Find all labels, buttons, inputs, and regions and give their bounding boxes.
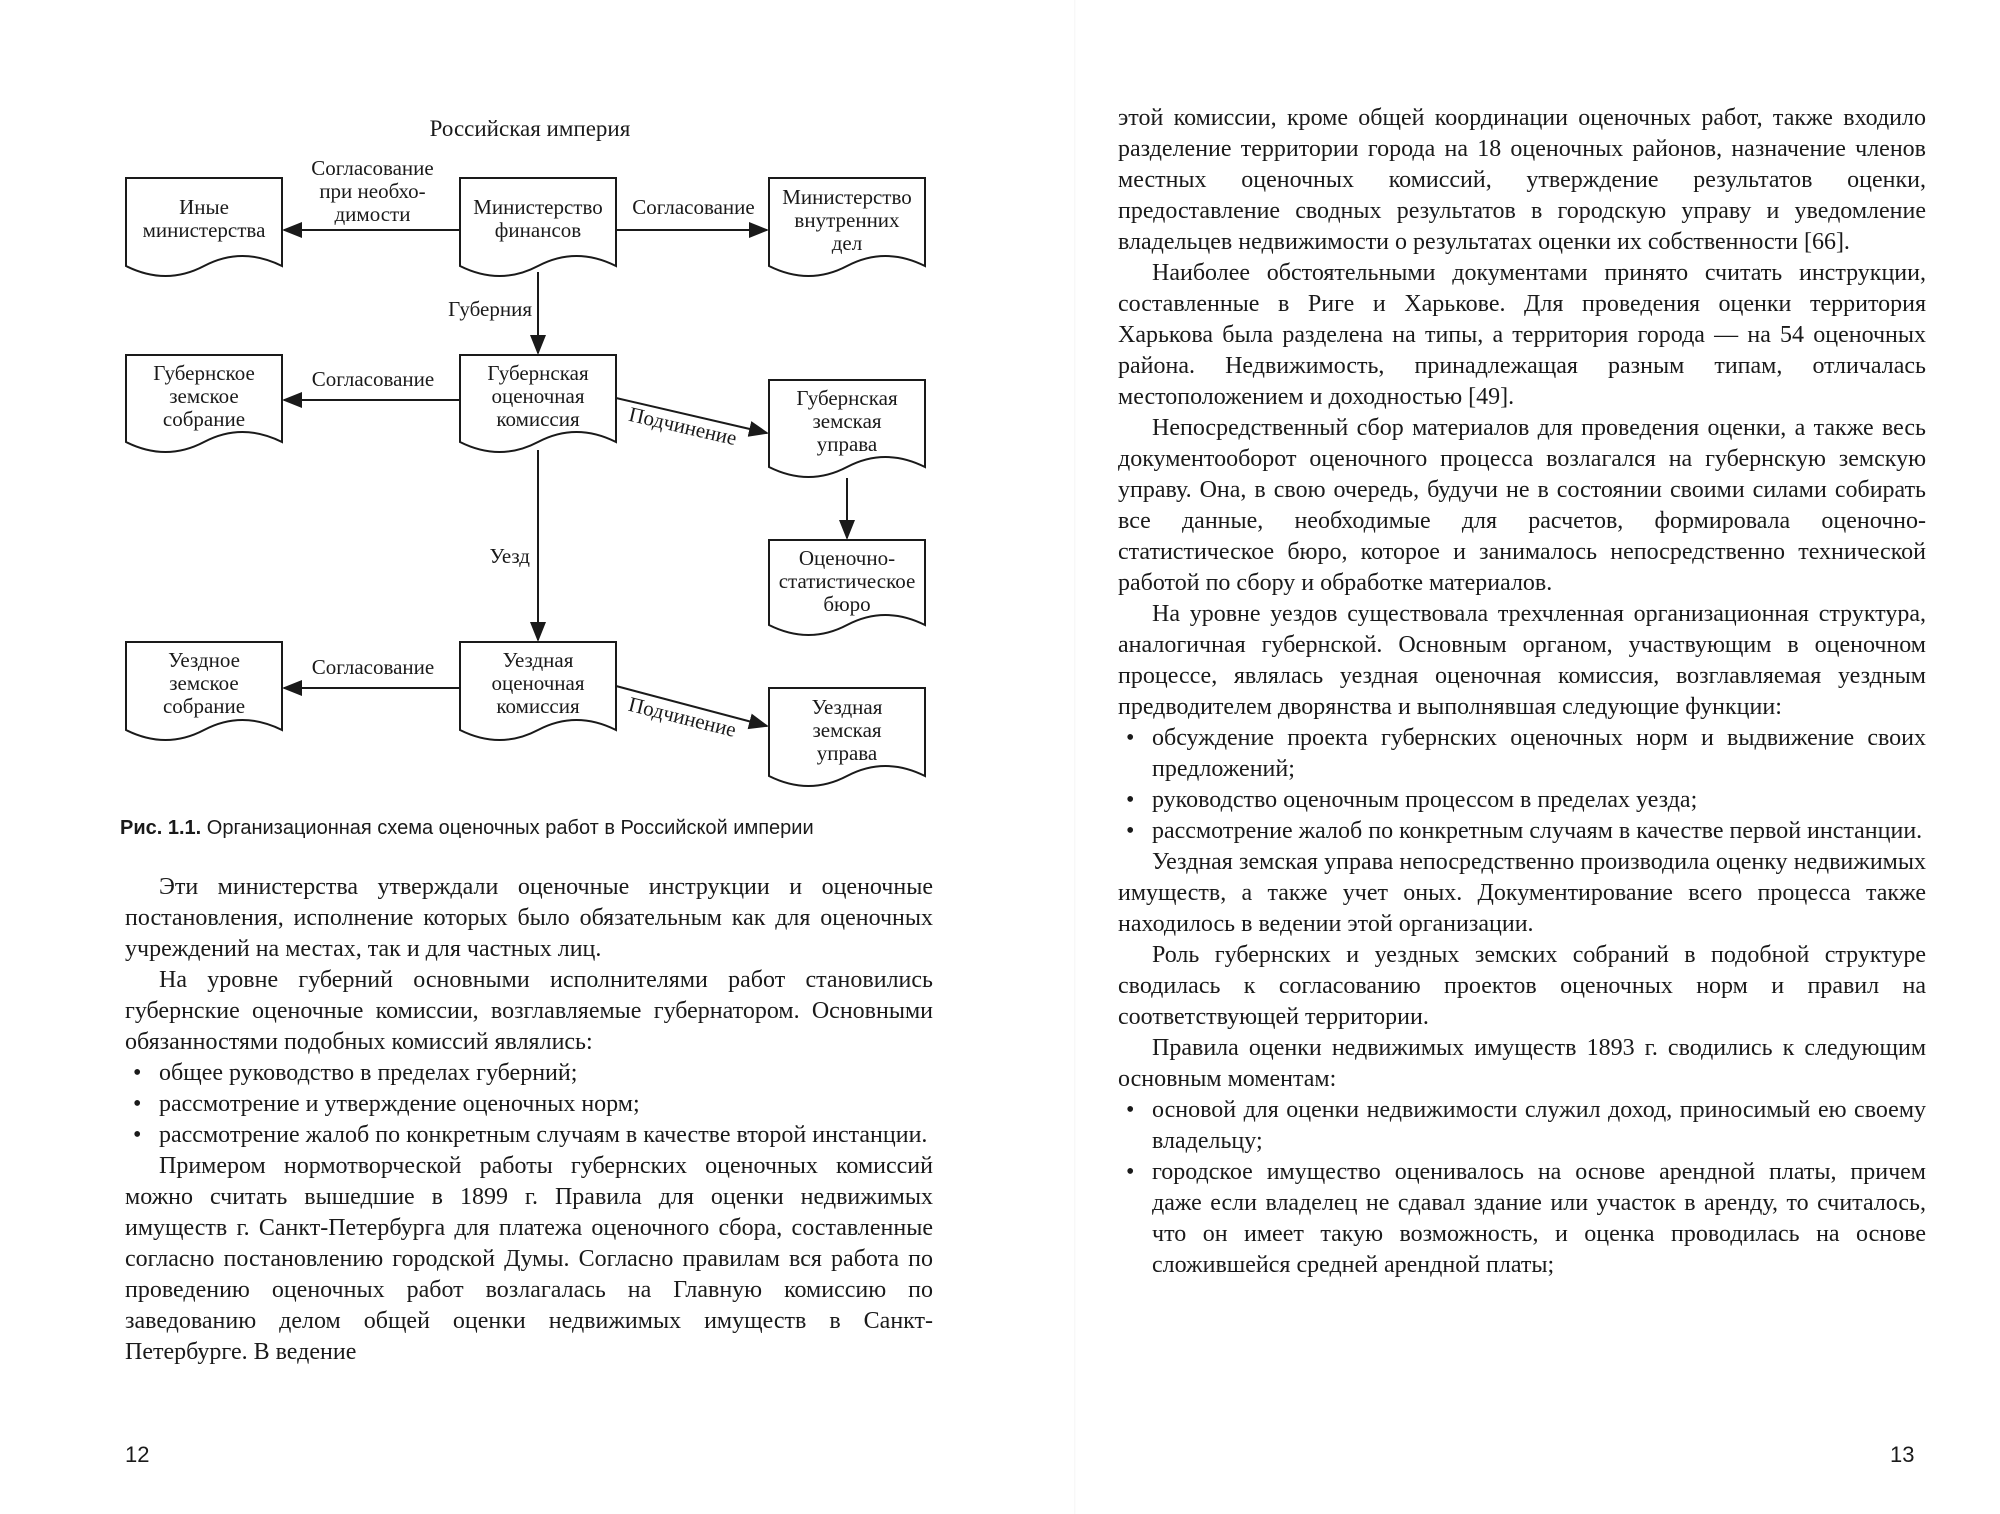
- node-gub-assembly: Губернское земское собрание: [153, 360, 255, 431]
- bullet-list: [1118, 1095, 1926, 1281]
- figure-caption: [120, 815, 1000, 841]
- node-gub-council: Губернская земская управа: [796, 385, 898, 456]
- label-agree-interior: Согласование: [632, 195, 755, 219]
- list-item: • обсуждение проекта губернских оценочных норм и выдвижение своих предложений;: [1118, 723, 1926, 785]
- list-item: • общее руководство в пределах губерний;: [125, 1058, 933, 1089]
- right-body-text: [1118, 103, 1926, 1281]
- caption-text: Организационная схема оценочных работ в Российской империи: [201, 817, 814, 839]
- label-agree-gub: Согласование: [311, 367, 435, 391]
- diagram-title: Российская империя: [429, 116, 631, 141]
- node-uezd-commission: Уездная оценочная комиссия: [491, 647, 585, 718]
- paragraph: На уровне уездов существовала трехчленная организационная структура, аналогичная губернской. Основным органом, участвующим в оценочном процессе, являлась уездная оценочная комиссия, возглавляемая уездным предводителем дворянства и выполнявшая следующие функции:: [1118, 601, 1926, 720]
- node-bureau: Оценочно- статистическое бюро: [778, 545, 916, 616]
- org-diagram: [0, 0, 1000, 800]
- paragraph: Непосредственный сбор материалов для проведения оценки, а также весь документооборот оценочного процесса возлагался на губернскую земскую управу. Она, в свою очередь, будучи не в состоянии своими силами собирать все данные, необходимые для расчетов, формировала оценочно-статистическое бюро, которое и занималось непосредственно технической работой по сбору и обработке материалов.: [1118, 415, 1926, 596]
- label-gubernia: Губерния: [448, 297, 532, 321]
- node-other-ministries: Иные министерства: [142, 195, 266, 242]
- node-ministry-finance: Министерство финансов: [473, 195, 603, 242]
- paragraph: На уровне губерний основными исполнителями работ становились губернские оценочные комиссии, возглавляемые губернатором. Основными обязанностями подобных комиссий являлись:: [125, 967, 933, 1055]
- label-agree-uezd: Согласование: [311, 655, 435, 679]
- caption-label: Рис. 1.1.: [120, 817, 202, 839]
- list-item: • руководство оценочным процессом в пределах уезда;: [1118, 785, 1926, 816]
- bullet-list: [1118, 723, 1926, 847]
- list-item: • рассмотрение жалоб по конкретным случаям в качестве первой инстанции.: [1118, 816, 1926, 847]
- bullet-list: [125, 1058, 933, 1151]
- page-number-left: 12: [125, 1442, 150, 1467]
- node-ministry-interior: Министерство внутренних дел: [782, 184, 912, 255]
- label-subord-gub: Подчинение: [626, 402, 740, 451]
- node-uezd-council: Уездная земская управа: [811, 694, 883, 765]
- paragraph: Уездная земская управа непосредственно производила оценку недвижимых имуществ, а также учет оных. Документирование всего процесса также находилось в ведении этой организации.: [1118, 849, 1926, 937]
- list-item: • городское имущество оценивалось на основе арендной платы, причем даже если владелец не сдавал здание или участок в аренду, то считалось, что он имеет такую возможность, и оценка проводилась на основе сложившейся средней арендной платы;: [1118, 1157, 1926, 1281]
- right-page: [1000, 0, 2000, 1514]
- list-item: • основой для оценки недвижимости служил доход, приносимый ею своему владельцу;: [1118, 1095, 1926, 1157]
- paragraph: Эти министерства утверждали оценочные инструкции и оценочные постановления, исполнение которых было обязательным как для оценочных учреждений на местах, так и для частных лиц.: [125, 874, 933, 962]
- page-number-right: 13: [1890, 1442, 1915, 1467]
- node-uezd-assembly: Уездное земское собрание: [162, 647, 246, 718]
- label-agree-if-needed: Согласование при необхо- димости: [311, 155, 434, 226]
- paragraph: Правила оценки недвижимых имуществ 1893 г. сводились к следующим основным моментам:: [1118, 1035, 1926, 1092]
- paragraph: Примером нормотворческой работы губернских оценочных комиссий можно считать вышедшие в 1899 г. Правила для оценки недвижимых имуществ г. Санкт-Петербурга для платежа оценочного сбора, составленные согласно постановлению городской Думы. Согласно правилам вся работа по проведению оценочных работ возлагалась на Главную комиссию по заведованию делом общей оценки недвижимых имуществ в Санкт-Петербурге. В ведение: [125, 1153, 933, 1365]
- paragraph: этой комиссии, кроме общей координации оценочных работ, также входило разделение территории города на 18 оценочных районов, назначение членов местных оценочных комиссий, утверждение результатов оценки, предоставление сводных результатов в городскую управу и уведомление владельцев недвижимости о результатах оценки их собственности [66].: [1118, 105, 1926, 255]
- label-subord-uezd: Подчинение: [626, 692, 739, 742]
- paragraph: Наиболее обстоятельными документами принято считать инструкции, составленные в Риге и Харькове. Для проведения оценки территория Харькова была разделена на типы, а территория города — на 54 оценочных района. Недвижимость, принадлежащая разным типам, отличалась местоположением и доходностью [49].: [1118, 260, 1926, 410]
- node-gub-commission: Губернская оценочная комиссия: [487, 360, 589, 431]
- left-body-text: [125, 872, 933, 1368]
- list-item: • рассмотрение жалоб по конкретным случаям в качестве второй инстанции.: [125, 1120, 933, 1151]
- paragraph: Роль губернских и уездных земских собраний в подобной структуре сводилась к согласованию проектов оценочных норм и правил на соответствующей территории.: [1118, 942, 1926, 1030]
- label-uezd: Уезд: [489, 544, 530, 568]
- list-item: • рассмотрение и утверждение оценочных норм;: [125, 1089, 933, 1120]
